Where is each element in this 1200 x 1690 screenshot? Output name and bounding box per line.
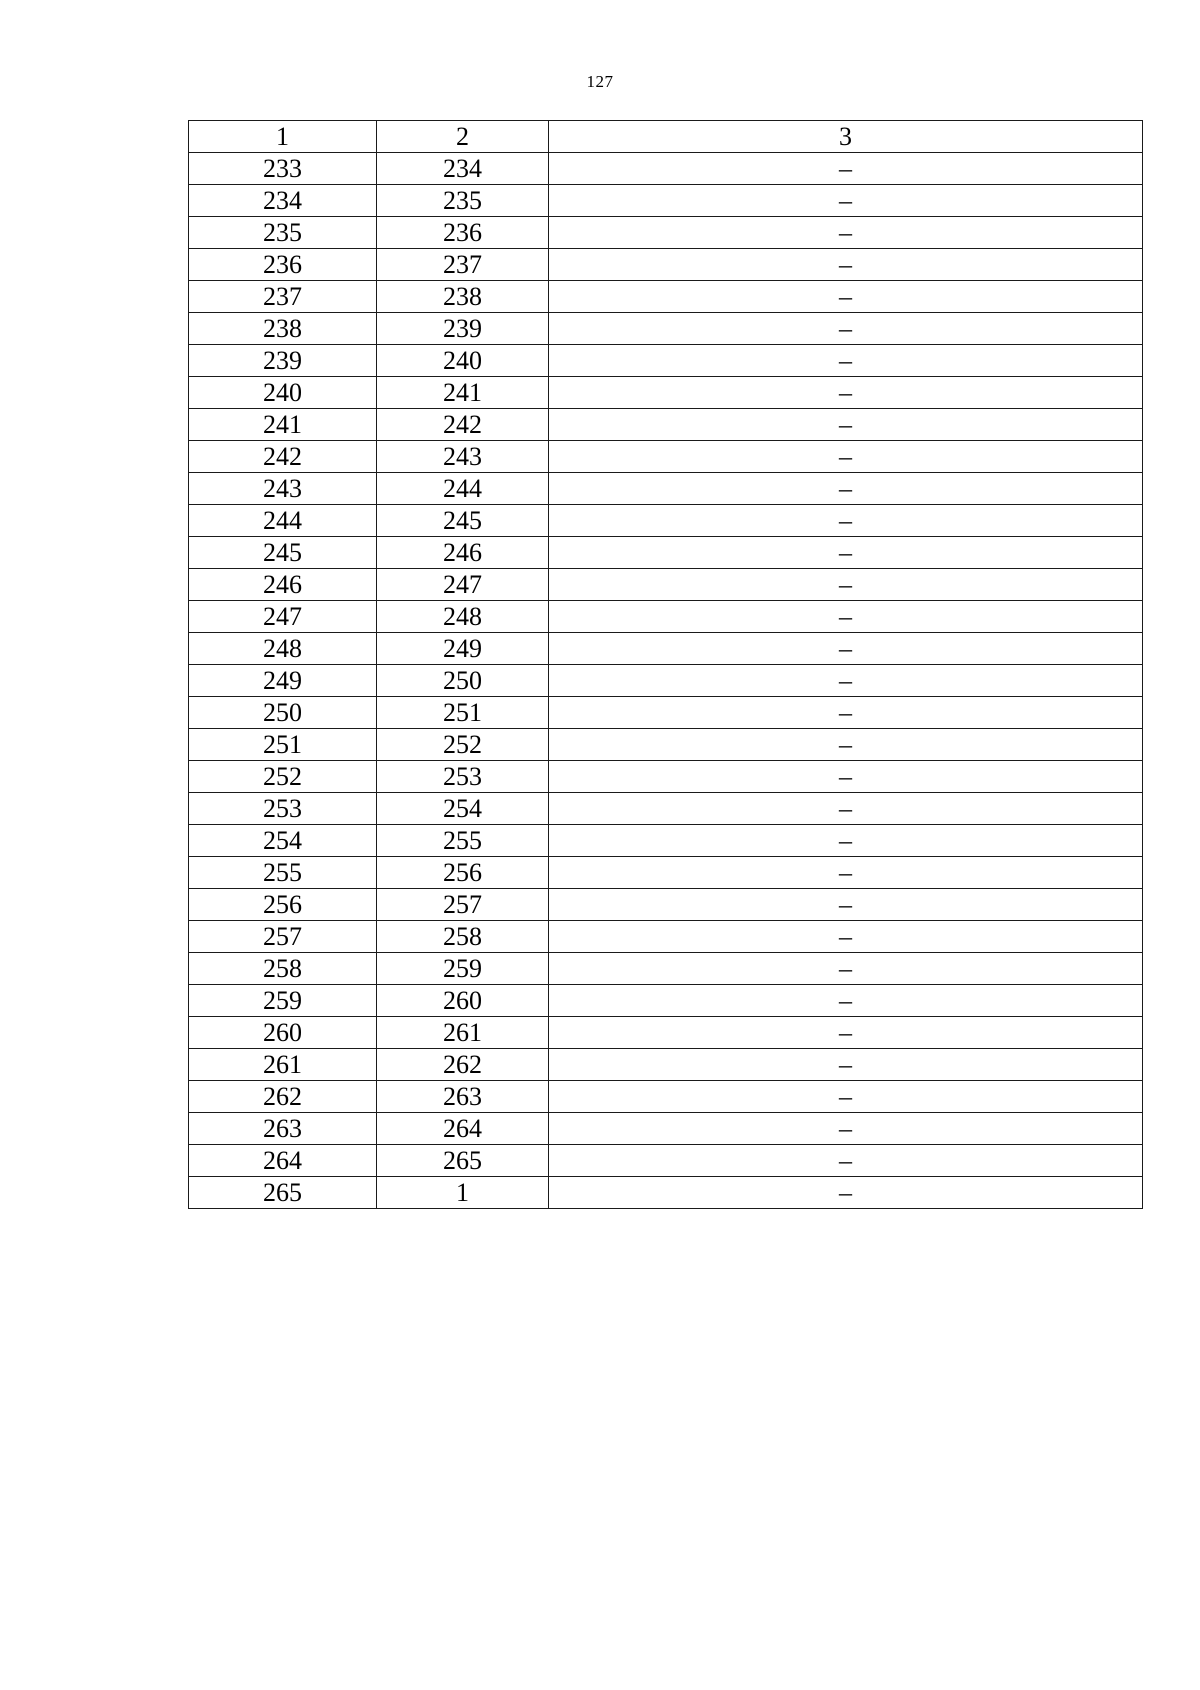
table-cell-col-1: 254 [189, 825, 377, 857]
table-row [189, 953, 1143, 985]
table-cell-col-2: 249 [377, 633, 549, 665]
table-row [189, 601, 1143, 633]
table-cell-col-2: 262 [377, 1049, 549, 1081]
table-row [189, 441, 1143, 473]
table-cell-col-1: 240 [189, 377, 377, 409]
table-row [189, 1177, 1143, 1209]
column-header-1: 1 [189, 121, 377, 153]
data-table [188, 120, 1143, 1209]
table-cell-col-3: – [549, 889, 1143, 921]
table-cell-col-3: – [549, 1017, 1143, 1049]
table-row [189, 921, 1143, 953]
table-row [189, 1017, 1143, 1049]
table-cell-col-1: 241 [189, 409, 377, 441]
column-header-2: 2 [377, 121, 549, 153]
table-cell-col-2: 234 [377, 153, 549, 185]
table-row [189, 985, 1143, 1017]
table-row [189, 313, 1143, 345]
header-row [189, 121, 1143, 153]
table-cell-col-3: – [549, 985, 1143, 1017]
table-row [189, 889, 1143, 921]
table-cell-col-3: – [549, 1081, 1143, 1113]
table-cell-col-3: – [549, 217, 1143, 249]
table-cell-col-3: – [549, 377, 1143, 409]
table-cell-col-2: 250 [377, 665, 549, 697]
table-cell-col-3: – [549, 601, 1143, 633]
table-cell-col-3: – [549, 761, 1143, 793]
table-row [189, 281, 1143, 313]
table-cell-col-2: 243 [377, 441, 549, 473]
table-cell-col-2: 258 [377, 921, 549, 953]
table-cell-col-3: – [549, 1049, 1143, 1081]
table-cell-col-3: – [549, 153, 1143, 185]
table-cell-col-1: 237 [189, 281, 377, 313]
table-row [189, 537, 1143, 569]
table-cell-col-2: 242 [377, 409, 549, 441]
table-cell-col-3: – [549, 185, 1143, 217]
table-row [189, 665, 1143, 697]
table-cell-col-1: 261 [189, 1049, 377, 1081]
table-cell-col-2: 257 [377, 889, 549, 921]
table-cell-col-3: – [549, 1145, 1143, 1177]
table-cell-col-1: 258 [189, 953, 377, 985]
table-cell-col-3: – [549, 921, 1143, 953]
table-row [189, 729, 1143, 761]
table-cell-col-1: 233 [189, 153, 377, 185]
table-cell-col-1: 249 [189, 665, 377, 697]
table-cell-col-2: 239 [377, 313, 549, 345]
table-row [189, 249, 1143, 281]
table-cell-col-1: 245 [189, 537, 377, 569]
table-cell-col-2: 255 [377, 825, 549, 857]
table-row [189, 185, 1143, 217]
table-cell-col-1: 265 [189, 1177, 377, 1209]
table-cell-col-3: – [549, 729, 1143, 761]
table-cell-col-3: – [549, 697, 1143, 729]
table-cell-col-1: 257 [189, 921, 377, 953]
table-cell-col-3: – [549, 857, 1143, 889]
table-row [189, 345, 1143, 377]
table-cell-col-1: 253 [189, 793, 377, 825]
table-cell-col-3: – [549, 441, 1143, 473]
table-cell-col-1: 243 [189, 473, 377, 505]
table-cell-col-1: 259 [189, 985, 377, 1017]
table-cell-col-3: – [549, 1177, 1143, 1209]
table-cell-col-3: – [549, 249, 1143, 281]
table-row [189, 633, 1143, 665]
table-cell-col-1: 252 [189, 761, 377, 793]
table-cell-col-2: 261 [377, 1017, 549, 1049]
table-row [189, 697, 1143, 729]
page-number: 127 [586, 72, 614, 91]
table-header [189, 121, 1143, 153]
table-cell-col-1: 236 [189, 249, 377, 281]
table-row [189, 857, 1143, 889]
table-cell-col-3: – [549, 665, 1143, 697]
table-row [189, 793, 1143, 825]
table-cell-col-3: – [549, 505, 1143, 537]
table-cell-col-1: 262 [189, 1081, 377, 1113]
table-cell-col-2: 245 [377, 505, 549, 537]
table-cell-col-1: 250 [189, 697, 377, 729]
table-cell-col-1: 242 [189, 441, 377, 473]
table-cell-col-1: 244 [189, 505, 377, 537]
table-cell-col-2: 265 [377, 1145, 549, 1177]
table-cell-col-2: 256 [377, 857, 549, 889]
table-cell-col-1: 248 [189, 633, 377, 665]
table-cell-col-2: 246 [377, 537, 549, 569]
table-row [189, 569, 1143, 601]
table-cell-col-2: 236 [377, 217, 549, 249]
table-row [189, 1081, 1143, 1113]
table-cell-col-1: 238 [189, 313, 377, 345]
table-cell-col-1: 251 [189, 729, 377, 761]
table-cell-col-2: 1 [377, 1177, 549, 1209]
table-row [189, 1145, 1143, 1177]
table-row [189, 1113, 1143, 1145]
table-cell-col-3: – [549, 345, 1143, 377]
table-cell-col-2: 260 [377, 985, 549, 1017]
table-cell-col-1: 255 [189, 857, 377, 889]
table-cell-col-2: 253 [377, 761, 549, 793]
table-cell-col-2: 254 [377, 793, 549, 825]
table-row [189, 473, 1143, 505]
table-row [189, 505, 1143, 537]
table-cell-col-3: – [549, 793, 1143, 825]
table-cell-col-2: 263 [377, 1081, 549, 1113]
table-cell-col-2: 235 [377, 185, 549, 217]
table-cell-col-2: 241 [377, 377, 549, 409]
table-cell-col-3: – [549, 281, 1143, 313]
table-cell-col-3: – [549, 953, 1143, 985]
table-cell-col-1: 260 [189, 1017, 377, 1049]
table-row [189, 153, 1143, 185]
table-cell-col-2: 259 [377, 953, 549, 985]
table-cell-col-2: 252 [377, 729, 549, 761]
table-cell-col-1: 246 [189, 569, 377, 601]
table-cell-col-2: 238 [377, 281, 549, 313]
table-cell-col-2: 247 [377, 569, 549, 601]
table-cell-col-1: 247 [189, 601, 377, 633]
table-cell-col-3: – [549, 1113, 1143, 1145]
table-row [189, 825, 1143, 857]
table-cell-col-3: – [549, 313, 1143, 345]
table-cell-col-2: 248 [377, 601, 549, 633]
table-cell-col-2: 264 [377, 1113, 549, 1145]
table-cell-col-3: – [549, 633, 1143, 665]
table-row [189, 409, 1143, 441]
table-cell-col-1: 264 [189, 1145, 377, 1177]
column-header-3: 3 [549, 121, 1143, 153]
table-cell-col-1: 263 [189, 1113, 377, 1145]
table-row [189, 217, 1143, 249]
table-cell-col-1: 235 [189, 217, 377, 249]
table-row [189, 761, 1143, 793]
table-cell-col-3: – [549, 825, 1143, 857]
table-cell-col-3: – [549, 473, 1143, 505]
table-cell-col-3: – [549, 409, 1143, 441]
table-body [189, 153, 1143, 1209]
table-row [189, 1049, 1143, 1081]
table-cell-col-3: – [549, 537, 1143, 569]
table-cell-col-2: 237 [377, 249, 549, 281]
table-cell-col-3: – [549, 569, 1143, 601]
table-cell-col-1: 239 [189, 345, 377, 377]
table-cell-col-2: 251 [377, 697, 549, 729]
table-cell-col-2: 244 [377, 473, 549, 505]
table-row [189, 377, 1143, 409]
table-cell-col-1: 256 [189, 889, 377, 921]
table-cell-col-2: 240 [377, 345, 549, 377]
table-cell-col-1: 234 [189, 185, 377, 217]
